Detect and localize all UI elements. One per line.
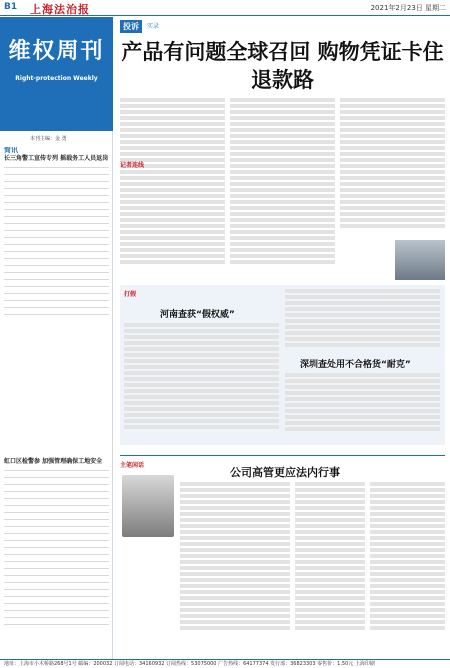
comment-column-1 bbox=[180, 482, 290, 642]
news-brief bbox=[4, 147, 109, 347]
sub-label-reporter: 记者连线 bbox=[120, 162, 145, 169]
column-title-block bbox=[0, 17, 113, 131]
mid-column-2 bbox=[285, 289, 440, 354]
commentary-title: 公司高管更应法内行事 bbox=[230, 466, 340, 479]
news-headline: 长三角警工宣传专列 摇载务工人员返岗 bbox=[4, 155, 109, 162]
column-title: 维权周刊 bbox=[8, 39, 105, 64]
news-brief-2 bbox=[4, 457, 109, 647]
mid-title-2: 深圳查处用不合格货“耐克” bbox=[300, 360, 411, 370]
section-tag-sub: 实录 bbox=[147, 23, 160, 30]
sub-label-comment: 主笔闲话 bbox=[120, 462, 145, 469]
editor-credit: 本刊主编：金 勇 bbox=[30, 136, 67, 142]
comment-column-2 bbox=[295, 482, 365, 642]
crackdown-box bbox=[120, 285, 445, 445]
product-photo bbox=[395, 240, 445, 280]
article-column-1 bbox=[120, 98, 225, 278]
news-headline-2: 虹口区检警参 加强管理确保工地安全 bbox=[4, 458, 103, 465]
column-title-english: Right-protection Weekly bbox=[15, 75, 98, 82]
section-tag: 投诉 bbox=[120, 20, 142, 33]
sidebar bbox=[0, 17, 113, 659]
page-number: B1 bbox=[4, 2, 18, 12]
issue-date: 2021年2月23日 星期二 bbox=[370, 4, 446, 12]
mid-column-3 bbox=[285, 373, 440, 438]
page-footer: 地址：上海市小木桥路268号1号 邮编：200032 订阅电话：34160932 订阅热线：53075000 广告热线：64177374 发行部：36823303 零售价：1.50元 上海印刷 bbox=[0, 659, 450, 668]
page-header bbox=[0, 0, 450, 16]
mid-title-1: 河南查获“假权威” bbox=[160, 310, 235, 320]
masthead-logo: 上海法治报 bbox=[30, 3, 90, 16]
article-column-2 bbox=[230, 98, 335, 278]
news-label: 简讯 bbox=[4, 147, 18, 154]
mid-column-1 bbox=[124, 323, 279, 438]
main-headline: 产品有问题全球召回 购物凭证卡住退款路 bbox=[121, 40, 444, 92]
article-column-3 bbox=[340, 98, 445, 238]
sub-label-fake: 打假 bbox=[124, 291, 137, 298]
comment-column-3 bbox=[370, 482, 445, 642]
author-portrait bbox=[122, 475, 174, 537]
news-body-2 bbox=[4, 466, 109, 625]
news-body bbox=[4, 163, 109, 315]
